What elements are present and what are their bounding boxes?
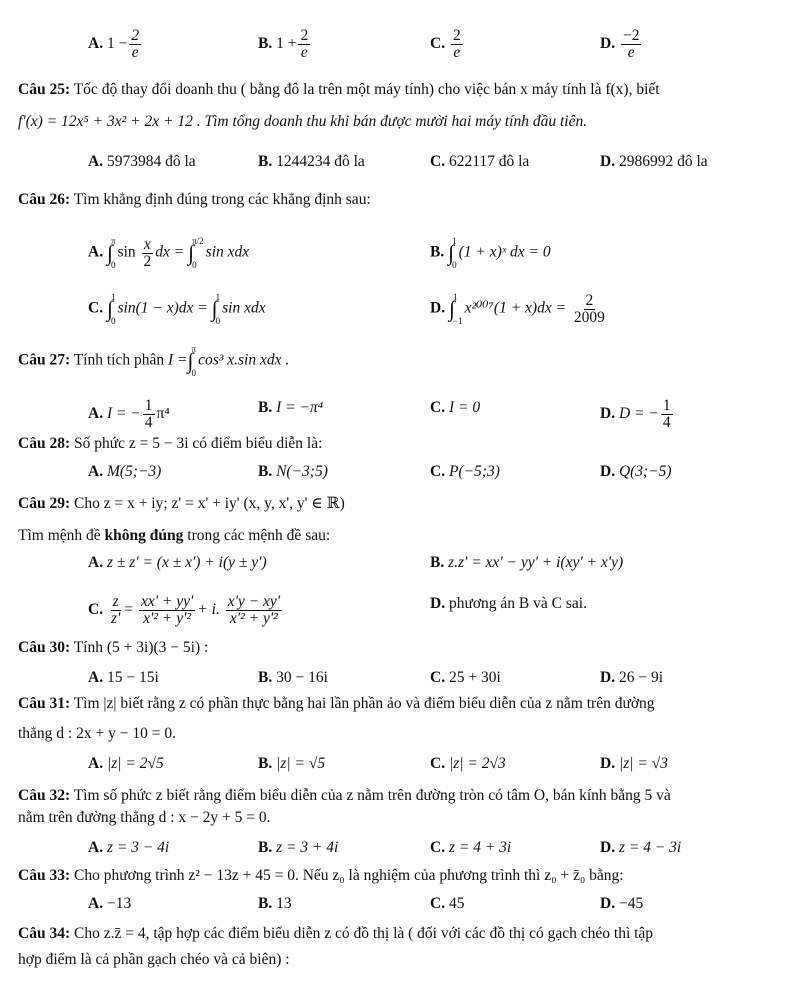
q27-stem: Câu 27: Tính tích phân I = ∫ π 0 cos³ x.sin xdx .: [18, 344, 290, 378]
q32-stem-line2: nằm trên đường thẳng d : x − 2y + 5 = 0.: [18, 809, 271, 826]
q32-option-d: D. z = 4 − 3i: [600, 839, 682, 856]
q26-stem: Câu 26: Tìm khẳng định đúng trong các khẳng định sau:: [18, 191, 371, 208]
q29-option-d: D. phương án B và C sai.: [430, 595, 587, 612]
q27-option-b: B. I = −π⁴: [258, 399, 324, 416]
q28-option-c: C. P(−5;3): [430, 463, 500, 480]
q33-stem: Câu 33: Cho phương trình z² − 13z + 45 = 0. Nếu z₀ là nghiệm của phương trình thì z₀ + z̄₀ bằng:: [18, 867, 624, 884]
q27-option-c: C. I = 0: [430, 399, 481, 416]
q32-option-b: B. z = 3 + 4i: [258, 839, 339, 856]
q28-option-b: B. N(−3;5): [258, 463, 328, 480]
q33-option-c: C. 45: [430, 895, 465, 912]
q31-option-d: D. |z| = √3: [600, 755, 668, 772]
q25-option-c: C. 622117 đô la: [430, 153, 530, 170]
q34-stem-line1: Câu 34: Cho z.z̄ = 4, tập hợp các điểm biểu diễn z có đồ thị là ( đối với các đồ thị có gạch chéo thì tập: [18, 925, 654, 942]
q34-stem-line2: hợp điểm là cả phần gạch chéo và cả biên) :: [18, 951, 290, 968]
q31-option-c: C. |z| = 2√3: [430, 755, 506, 772]
q29-option-c: C. $\frac{z}{z'}$ = $\frac{xx' + yy'}{\text{x'² + y'²}}$ + i. $\frac{x'y - xy'}{\text{x'² + y'²}}$: [88, 593, 281, 627]
q25-stem-line2: f'(x) = 12x⁵ + 3x² + 2x + 12 . Tìm tổng doanh thu khi bán được mười hai máy tính đầu tiên.: [18, 113, 588, 130]
q29-option-a: A. z ± z' = (x ± x') + i(y ± y'): [88, 554, 267, 571]
q32-option-a: A. z = 3 − 4i: [88, 839, 170, 856]
q26-option-c: C. ∫ 1 0 sin(1 − x)dx = ∫ 1 0 sin xdx: [88, 292, 266, 326]
q32-stem-line1: Câu 32: Tìm số phức z biết rằng điểm biểu diễn của z nằm trên đường tròn có tâm O, bán kính bằng 5 và: [18, 787, 671, 804]
q25-option-a: A. 5973984 đô la: [88, 153, 196, 170]
q31-option-a: A. |z| = 2√5: [88, 755, 164, 772]
q25-option-d: D. 2986992 đô la: [600, 153, 708, 170]
q27-option-a: A. I = − $\frac{1}{4}$ π⁴: [88, 397, 170, 431]
q28-stem: Câu 28: Số phức z = 5 − 3i có điểm biểu diễn là:: [18, 435, 323, 452]
q25-option-b: B. 1244234 đô la: [258, 153, 365, 170]
q27-option-d: D. D = − $\frac{1}{4}$: [600, 397, 671, 431]
q24-option-d: D. $\frac{-2}{e}$: [600, 27, 640, 61]
q26-option-b: B. ∫ 1 0 (1 + x)ˣ dx = 0: [430, 236, 551, 270]
q33-option-d: D. −45: [600, 895, 644, 912]
q29-option-b: B. z.z' = xx' − yy' + i(xy' + x'y): [430, 554, 624, 571]
q24-option-c: C. $\frac{2}{e}$: [430, 27, 461, 61]
q30-option-a: A. 15 − 15i: [88, 669, 159, 686]
q26-option-d: D. ∫ 1 −1 x²⁰⁰⁷(1 + x)dx = $\frac{2}{2009}$: [430, 291, 605, 326]
q31-stem-line2: thẳng d : 2x + y − 10 = 0.: [18, 725, 176, 742]
q25-stem-line1: Câu 25: Tốc độ thay đổi doanh thu ( bằng đô la trên một máy tính) cho việc bán x máy tính là f(x), biết: [18, 81, 660, 98]
q32-option-c: C. z = 4 + 3i: [430, 839, 512, 856]
q24-option-a: A. 1 − $\frac{2}{e}$: [88, 27, 140, 61]
q30-option-b: B. 30 − 16i: [258, 669, 328, 686]
q33-option-a: A. −13: [88, 895, 132, 912]
q30-option-d: D. 26 − 9i: [600, 669, 664, 686]
q24-option-b: B. 1 + $\frac{2}{e}$: [258, 27, 309, 61]
q30-stem: Câu 30: Tính (5 + 3i)(3 − 5i) :: [18, 639, 209, 656]
q31-stem-line1: Câu 31: Tìm |z| biết rằng z có phần thực bằng hai lần phần ảo và điểm biểu diễn của z nằm trên đường: [18, 695, 655, 712]
q28-option-a: A. M(5;−3): [88, 463, 162, 480]
q30-option-c: C. 25 + 30i: [430, 669, 501, 686]
q28-option-d: D. Q(3;−5): [600, 463, 672, 480]
q29-prompt: Tìm mệnh đề không đúng trong các mệnh đề sau:: [18, 527, 331, 544]
q33-option-b: B. 13: [258, 895, 292, 912]
q31-option-b: B. |z| = √5: [258, 755, 326, 772]
q29-stem: Câu 29: Cho z = x + iy; z' = x' + iy' (x, y, x', y' ∈ ℝ): [18, 495, 345, 512]
q26-option-a: A. ∫ π 0 sin $\frac{x}{2}$ dx = ∫ π/2 0 sin xdx: [88, 235, 250, 270]
